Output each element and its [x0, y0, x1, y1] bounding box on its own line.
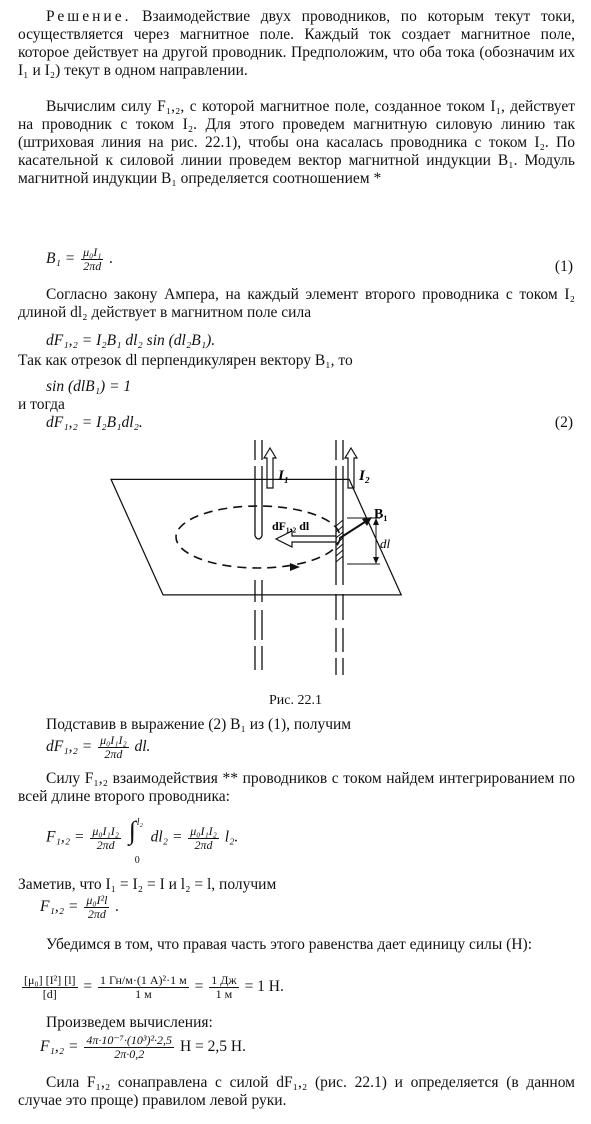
paragraph-units-check: Убедимся в том, что правая часть этого равенства дает единицу силы (Н):	[46, 936, 532, 953]
equation-2: dF₁,₂ = I₂B₁dl₂.	[46, 414, 143, 431]
equation-calc: F₁,₂ = $\frac{\text{4π·10⁻⁷·(10³)²·2,5}}{2\pi\cdot 0,2}$ Н = 2,5 Н.	[40, 1033, 246, 1061]
paragraph-solution-intro	[18, 8, 575, 80]
label-dl: dl	[380, 536, 391, 551]
current-arrow-1	[264, 448, 276, 488]
label-i1: I₁	[278, 468, 290, 484]
label-df: dF₁,₂ dl	[272, 519, 310, 533]
label-i2: I₂	[359, 468, 371, 484]
paragraph-force-setup: Вычислим силу F₁,₂, с которой магнитное поле, созданное током I₁, действует на проводник с током I₂. Для этого проведем магнитную силовую линию так (штриховая линия на рис. 22.1), чтобы она касалась проводника с током I₂. По касательной к силовой линии проведем вектор магнитной индукции B₁. Модуль магнитной индукции B₁ определяется соотношением *	[18, 98, 575, 187]
equation-1: B₁ = $\frac{\text{μ₀I₁}}{2\pi d}$ .	[46, 245, 114, 273]
paragraph-perpendicular: Так как отрезок dl перпендикулярен вектору B₁, то	[18, 352, 353, 369]
figure-caption: Рис. 22.1	[269, 693, 322, 708]
equation-3: dF₁,₂ = $\frac{\text{μ₀I₁I₂}}{2\pi d}$ dl.	[46, 733, 151, 761]
b1-vector	[340, 520, 368, 538]
paragraph-integration: Силу F₁,₂ взаимодействия ** проводников с током найдем интегрированием по всей длине второго проводника:	[18, 770, 575, 805]
paragraph-ampere-law: Согласно закону Ампера, на каждый элемент второго проводника с током I₂ длиной dl₂ действует в магнитном поле сила	[18, 286, 575, 321]
wire-1	[255, 440, 262, 670]
force-arrow	[276, 531, 336, 547]
equation-1-label: (1)	[554, 258, 573, 275]
paragraph-direction: Сила F₁,₂ сонаправлена с силой dF₁,₂ (рис. 22.1) и определяется (в данном случае это проще) правилом левой руки.	[18, 1074, 575, 1109]
equation-units: $\frac{\text{[μ₀] [I²] [l]}}{[d]}$ = $\frac{\text{1 Гн/м·(1 А)²·1 м}}{1 м}$ = $\frac{1 Дж}{1 м}$ = 1 Н.	[24, 973, 284, 1001]
equation-ampere: dF₁,₂ = I₂B₁ dl₂ sin (dl₂B₁).	[46, 332, 216, 349]
solution-lead: Решение.	[46, 8, 132, 25]
paragraph-equal-currents: Заметив, что I₁ = I₂ = I и l₂ = l, получим	[18, 876, 277, 893]
paragraph-substitute: Подставив в выражение (2) B₁ из (1), получим	[46, 716, 352, 733]
equation-4-integral: F₁,₂ = $\frac{\text{μ₀I₁I₂}}{2\pi d}$ ∫ l₂ 0 dl₂ = $\frac{\text{μ₀I₁I₂}}{2\pi d}$ l₂.	[46, 816, 239, 866]
equation-2-label: (2)	[554, 414, 573, 431]
equation-sin: sin (dlB₁) = 1	[46, 378, 132, 395]
paragraph-calculate: Произведем вычисления:	[46, 1014, 213, 1031]
equation-5: F₁,₂ = $\frac{\text{μ₀I²l}}{2\pi d}$ .	[40, 893, 120, 921]
figure-22-1	[0, 430, 591, 690]
integral-sign: ∫ l₂ 0	[128, 816, 144, 866]
solution-intro-text: Взаимодействие двух проводников, по которым текут токи, осуществляется через магнитное поле. Каждый ток создает магнитное поле, которое действует на другой проводник. Предположим, что оба тока (обозначим их I₁ и I₂) текут в одном направлении.	[18, 8, 575, 79]
paragraph-and-then: и тогда	[18, 396, 65, 413]
label-b1: B₁	[374, 507, 388, 522]
